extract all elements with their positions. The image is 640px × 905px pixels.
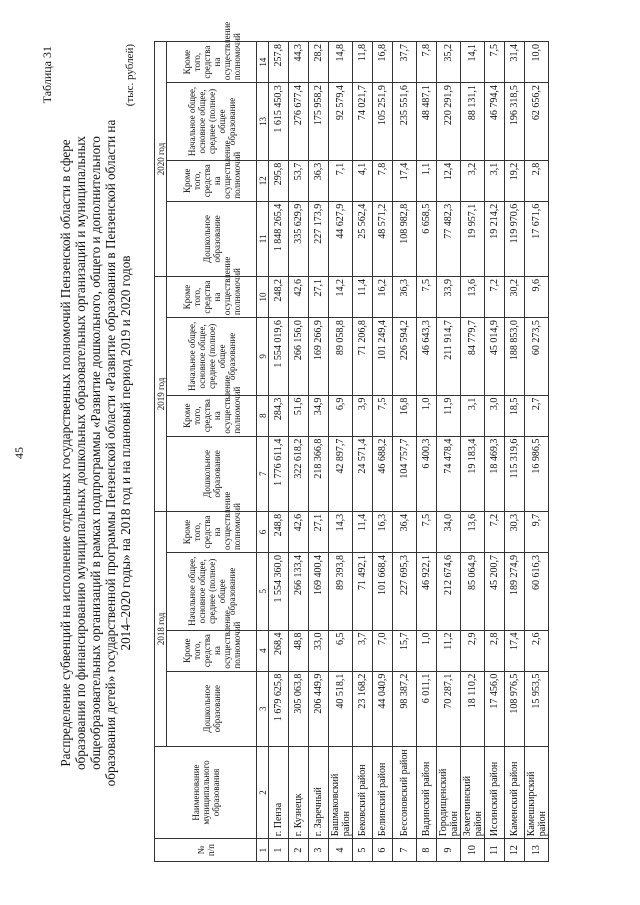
municipality-name: Земетчинский район bbox=[461, 746, 485, 838]
amount-cell: 45 200,7 bbox=[485, 553, 505, 631]
title-line: образования по финансированию муниципальных дошкольных образовательных организаций и муниципальных bbox=[73, 135, 88, 771]
row-number: 10 bbox=[461, 839, 485, 862]
table-row bbox=[353, 42, 373, 862]
amount-cell: 7,1 bbox=[329, 160, 353, 201]
amount-cell: 24 571,4 bbox=[353, 436, 373, 511]
header-general: Начальное общее, основное общее, среднее (полное) общее образование bbox=[167, 318, 257, 396]
amount-cell: 17,4 bbox=[393, 160, 417, 201]
amount-cell: 1 848 265,4 bbox=[269, 201, 289, 276]
amount-cell: 71 492,1 bbox=[353, 553, 373, 631]
amount-cell: 84 779,7 bbox=[461, 318, 485, 396]
amount-cell: 18 110,2 bbox=[461, 671, 485, 746]
municipality-name: Бековский район bbox=[353, 746, 373, 838]
amount-cell: 9,6 bbox=[525, 277, 549, 318]
header-no: № п/п bbox=[155, 839, 257, 862]
amount-cell: 3,9 bbox=[353, 395, 373, 436]
amount-cell: 17 671,6 bbox=[525, 201, 549, 276]
municipality-name: г. Заречный bbox=[309, 746, 329, 838]
header-incl: Кроме того, средства на осуществление полномочий bbox=[167, 395, 257, 436]
column-number: 7 bbox=[257, 436, 269, 511]
column-number: 12 bbox=[257, 160, 269, 201]
amount-cell: 89 393,8 bbox=[329, 553, 353, 631]
table-row bbox=[309, 42, 329, 862]
municipality-name: г. Пенза bbox=[269, 746, 289, 838]
row-number: 11 bbox=[485, 839, 505, 862]
amount-cell: 77 482,3 bbox=[437, 201, 461, 276]
amount-cell: 30,2 bbox=[505, 277, 525, 318]
header-incl: Кроме того, средства на осуществление полномочий bbox=[167, 42, 257, 83]
amount-cell: 60 616,3 bbox=[525, 553, 549, 631]
amount-cell: 62 656,2 bbox=[525, 83, 549, 161]
amount-cell: 16,8 bbox=[393, 395, 417, 436]
amount-cell: 14,1 bbox=[461, 42, 485, 83]
amount-cell: 33,9 bbox=[437, 277, 461, 318]
amount-cell: 7,5 bbox=[417, 277, 437, 318]
header-year-2018: 2018 год bbox=[155, 511, 167, 746]
table-row bbox=[505, 42, 525, 862]
amount-cell: 17,4 bbox=[505, 630, 525, 671]
header-preschool: Дошкольное образование bbox=[167, 436, 257, 511]
amount-cell: 98 387,2 bbox=[393, 671, 417, 746]
amount-cell: 27,1 bbox=[309, 511, 329, 552]
column-number: 6 bbox=[257, 511, 269, 552]
amount-cell: 33,0 bbox=[309, 630, 329, 671]
amount-cell: 7,5 bbox=[417, 511, 437, 552]
amount-cell: 36,4 bbox=[393, 511, 417, 552]
amount-cell: 36,3 bbox=[393, 277, 417, 318]
amount-cell: 11,4 bbox=[353, 277, 373, 318]
table-row bbox=[525, 42, 549, 862]
amount-cell: 6,5 bbox=[329, 630, 353, 671]
amount-cell: 175 958,2 bbox=[309, 83, 329, 161]
row-number: 2 bbox=[289, 839, 309, 862]
table-label: Таблица 31 bbox=[40, 46, 54, 104]
municipality-name: г. Кузнецк bbox=[289, 746, 309, 838]
amount-cell: 1,0 bbox=[417, 630, 437, 671]
amount-cell: 10,0 bbox=[525, 42, 549, 83]
title-line: образования детей» государственной программы Пензенской области «Развитие образования в Пензенской области на bbox=[103, 119, 118, 787]
amount-cell: 19,2 bbox=[505, 160, 525, 201]
amount-cell: 196 318,5 bbox=[505, 83, 525, 161]
table-row bbox=[461, 42, 485, 862]
header-year-2019: 2019 год bbox=[155, 277, 167, 512]
amount-cell: 16 986,5 bbox=[525, 436, 549, 511]
amount-cell: 74 478,4 bbox=[437, 436, 461, 511]
header-incl: Кроме того, средства на осуществление полномочий bbox=[167, 630, 257, 671]
amount-cell: 15,7 bbox=[393, 630, 417, 671]
row-number: 13 bbox=[525, 839, 549, 862]
column-number: 2 bbox=[257, 746, 269, 838]
amount-cell: 18,5 bbox=[505, 395, 525, 436]
table-row bbox=[373, 42, 393, 862]
municipality-name: Башмаковский район bbox=[329, 746, 353, 838]
amount-cell: 235 551,6 bbox=[393, 83, 417, 161]
amount-cell: 7,5 bbox=[373, 395, 393, 436]
amount-cell: 4,1 bbox=[353, 160, 373, 201]
amount-cell: 3,1 bbox=[485, 160, 505, 201]
amount-cell: 16,2 bbox=[373, 277, 393, 318]
column-number: 11 bbox=[257, 201, 269, 276]
title-line: Распределение субвенций на исполнение отдельных государственных полномочий Пензенской области в сфере bbox=[58, 139, 73, 767]
row-number: 7 bbox=[393, 839, 417, 862]
table-row bbox=[329, 42, 353, 862]
amount-cell: 37,7 bbox=[393, 42, 417, 83]
amount-cell: 284,3 bbox=[269, 395, 289, 436]
amount-cell: 212 674,6 bbox=[437, 553, 461, 631]
amount-cell: 227 695,3 bbox=[393, 553, 417, 631]
amount-cell: 11,9 bbox=[437, 395, 461, 436]
amount-cell: 206 449,9 bbox=[309, 671, 329, 746]
amount-cell: 268,4 bbox=[269, 630, 289, 671]
amount-cell: 1 776 611,4 bbox=[269, 436, 289, 511]
amount-cell: 7,0 bbox=[373, 630, 393, 671]
amount-cell: 2,9 bbox=[461, 630, 485, 671]
amount-cell: 53,7 bbox=[289, 160, 309, 201]
amount-cell: 40 518,1 bbox=[329, 671, 353, 746]
units-note: (тыс. рублей) bbox=[124, 44, 136, 107]
amount-cell: 101 249,4 bbox=[373, 318, 393, 396]
amount-cell: 34,9 bbox=[309, 395, 329, 436]
amount-cell: 257,8 bbox=[269, 42, 289, 83]
amount-cell: 42 897,7 bbox=[329, 436, 353, 511]
header-general: Начальное общее, основное общее, среднее (полное) общее образование bbox=[167, 83, 257, 161]
amount-cell: 48,8 bbox=[289, 630, 309, 671]
page-number: 45 bbox=[12, 447, 26, 459]
amount-cell: 48 571,2 bbox=[373, 201, 393, 276]
amount-cell: 6 011,1 bbox=[417, 671, 437, 746]
column-number: 13 bbox=[257, 83, 269, 161]
amount-cell: 7,8 bbox=[417, 42, 437, 83]
amount-cell: 31,4 bbox=[505, 42, 525, 83]
amount-cell: 104 757,7 bbox=[393, 436, 417, 511]
amount-cell: 108 982,8 bbox=[393, 201, 417, 276]
amount-cell: 88 131,1 bbox=[461, 83, 485, 161]
column-number: 3 bbox=[257, 671, 269, 746]
amount-cell: 27,1 bbox=[309, 277, 329, 318]
table-row bbox=[289, 42, 309, 862]
amount-cell: 335 629,9 bbox=[289, 201, 309, 276]
amount-cell: 14,3 bbox=[329, 511, 353, 552]
amount-cell: 1 615 450,3 bbox=[269, 83, 289, 161]
amount-cell: 46 643,3 bbox=[417, 318, 437, 396]
amount-cell: 6 658,5 bbox=[417, 201, 437, 276]
header-year-2020: 2020 год bbox=[155, 42, 167, 277]
amount-cell: 89 058,8 bbox=[329, 318, 353, 396]
amount-cell: 74 021,7 bbox=[353, 83, 373, 161]
amount-cell: 1 554 360,0 bbox=[269, 553, 289, 631]
column-number: 10 bbox=[257, 277, 269, 318]
row-number: 5 bbox=[353, 839, 373, 862]
column-number: 5 bbox=[257, 553, 269, 631]
amount-cell: 42,6 bbox=[289, 277, 309, 318]
amount-cell: 248,8 bbox=[269, 511, 289, 552]
amount-cell: 169 266,9 bbox=[309, 318, 329, 396]
row-number: 6 bbox=[373, 839, 393, 862]
amount-cell: 248,2 bbox=[269, 277, 289, 318]
amount-cell: 46 794,4 bbox=[485, 83, 505, 161]
amount-cell: 227 173,9 bbox=[309, 201, 329, 276]
municipality-name: Иссинский район bbox=[485, 746, 505, 838]
amount-cell: 6 400,3 bbox=[417, 436, 437, 511]
amount-cell: 9,7 bbox=[525, 511, 549, 552]
row-number: 12 bbox=[505, 839, 525, 862]
amount-cell: 7,5 bbox=[485, 42, 505, 83]
amount-cell: 6,9 bbox=[329, 395, 353, 436]
row-number: 1 bbox=[269, 839, 289, 862]
amount-cell: 3,7 bbox=[353, 630, 373, 671]
amount-cell: 1 554 019,6 bbox=[269, 318, 289, 396]
amount-cell: 42,6 bbox=[289, 511, 309, 552]
municipality-name: Белинский район bbox=[373, 746, 393, 838]
amount-cell: 35,2 bbox=[437, 42, 461, 83]
header-preschool: Дошкольное образование bbox=[167, 671, 257, 746]
column-number: 4 bbox=[257, 630, 269, 671]
header-incl: Кроме того, средства на осуществление полномочий bbox=[167, 277, 257, 318]
amount-cell: 211 914,7 bbox=[437, 318, 461, 396]
municipality-name: Городищенский район bbox=[437, 746, 461, 838]
amount-cell: 19 957,1 bbox=[461, 201, 485, 276]
municipality-name: Каменский район bbox=[505, 746, 525, 838]
amount-cell: 12,4 bbox=[437, 160, 461, 201]
header-incl: Кроме того, средства на осуществление полномочий bbox=[167, 160, 257, 201]
amount-cell: 14,8 bbox=[329, 42, 353, 83]
amount-cell: 305 063,8 bbox=[289, 671, 309, 746]
amount-cell: 276 677,4 bbox=[289, 83, 309, 161]
column-number: 8 bbox=[257, 395, 269, 436]
amount-cell: 44 040,9 bbox=[373, 671, 393, 746]
amount-cell: 11,2 bbox=[437, 630, 461, 671]
amount-cell: 266 133,4 bbox=[289, 553, 309, 631]
amount-cell: 30,3 bbox=[505, 511, 525, 552]
amount-cell: 15 953,5 bbox=[525, 671, 549, 746]
table-body bbox=[269, 42, 549, 862]
amount-cell: 3,0 bbox=[485, 395, 505, 436]
amount-cell: 14,2 bbox=[329, 277, 353, 318]
municipality-name: Бессоновский район bbox=[393, 746, 417, 838]
amount-cell: 45 014,9 bbox=[485, 318, 505, 396]
amount-cell: 101 668,4 bbox=[373, 553, 393, 631]
amount-cell: 1,0 bbox=[417, 395, 437, 436]
title-line: общеобразовательных организаций в рамках подпрограммы «Развитие дошкольного, общего и дополнительного bbox=[88, 136, 103, 770]
amount-cell: 189 274,9 bbox=[505, 553, 525, 631]
row-number: 9 bbox=[437, 839, 461, 862]
amount-cell: 188 853,0 bbox=[505, 318, 525, 396]
amount-cell: 11,8 bbox=[353, 42, 373, 83]
amount-cell: 34,0 bbox=[437, 511, 461, 552]
amount-cell: 220 291,9 bbox=[437, 83, 461, 161]
amount-cell: 23 168,2 bbox=[353, 671, 373, 746]
amount-cell: 2,8 bbox=[485, 630, 505, 671]
amount-cell: 13,6 bbox=[461, 277, 485, 318]
header-preschool: Дошкольное образование bbox=[167, 201, 257, 276]
header-general: Начальное общее, основное общее, среднее (полное) общее образование bbox=[167, 553, 257, 631]
amount-cell: 18 469,3 bbox=[485, 436, 505, 511]
column-number: 9 bbox=[257, 318, 269, 396]
subvention-table bbox=[154, 21, 549, 862]
table-row bbox=[485, 42, 505, 862]
amount-cell: 71 206,8 bbox=[353, 318, 373, 396]
amount-cell: 105 251,9 bbox=[373, 83, 393, 161]
amount-cell: 226 594,2 bbox=[393, 318, 417, 396]
municipality-name: Камешкирский район bbox=[525, 746, 549, 838]
table-row bbox=[393, 42, 417, 862]
amount-cell: 28,2 bbox=[309, 42, 329, 83]
amount-cell: 7,2 bbox=[485, 511, 505, 552]
amount-cell: 48 487,1 bbox=[417, 83, 437, 161]
amount-cell: 85 064,9 bbox=[461, 553, 485, 631]
row-number: 4 bbox=[329, 839, 353, 862]
amount-cell: 16,3 bbox=[373, 511, 393, 552]
row-number: 8 bbox=[417, 839, 437, 862]
amount-cell: 2,8 bbox=[525, 160, 549, 201]
municipality-name: Вадинский район bbox=[417, 746, 437, 838]
column-number: 14 bbox=[257, 42, 269, 83]
amount-cell: 1 679 625,8 bbox=[269, 671, 289, 746]
amount-cell: 1,1 bbox=[417, 160, 437, 201]
amount-cell: 46 688,2 bbox=[373, 436, 393, 511]
amount-cell: 60 273,5 bbox=[525, 318, 549, 396]
row-number: 3 bbox=[309, 839, 329, 862]
amount-cell: 169 400,4 bbox=[309, 553, 329, 631]
amount-cell: 51,6 bbox=[289, 395, 309, 436]
amount-cell: 7,8 bbox=[373, 160, 393, 201]
header-name: Наименование муниципального образования bbox=[155, 746, 257, 838]
amount-cell: 46 922,1 bbox=[417, 553, 437, 631]
document-title bbox=[58, 63, 133, 843]
amount-cell: 19 214,2 bbox=[485, 201, 505, 276]
amount-cell: 44,3 bbox=[289, 42, 309, 83]
amount-cell: 3,2 bbox=[461, 160, 485, 201]
amount-cell: 16,8 bbox=[373, 42, 393, 83]
table-row bbox=[437, 42, 461, 862]
amount-cell: 218 366,8 bbox=[309, 436, 329, 511]
column-number-row bbox=[257, 42, 269, 862]
amount-cell: 295,8 bbox=[269, 160, 289, 201]
amount-cell: 2,7 bbox=[525, 395, 549, 436]
amount-cell: 25 562,4 bbox=[353, 201, 373, 276]
amount-cell: 36,3 bbox=[309, 160, 329, 201]
amount-cell: 119 970,6 bbox=[505, 201, 525, 276]
amount-cell: 13,6 bbox=[461, 511, 485, 552]
title-line: 2014–2020 годы» на 2018 год и на плановый период 2019 и 2020 годов bbox=[118, 255, 133, 651]
table-row bbox=[417, 42, 437, 862]
amount-cell: 70 287,1 bbox=[437, 671, 461, 746]
table-row bbox=[269, 42, 289, 862]
amount-cell: 7,2 bbox=[485, 277, 505, 318]
amount-cell: 2,6 bbox=[525, 630, 549, 671]
amount-cell: 322 618,2 bbox=[289, 436, 309, 511]
column-number: 1 bbox=[257, 839, 269, 862]
amount-cell: 44 627,9 bbox=[329, 201, 353, 276]
amount-cell: 11,4 bbox=[353, 511, 373, 552]
amount-cell: 92 579,4 bbox=[329, 83, 353, 161]
amount-cell: 17 456,0 bbox=[485, 671, 505, 746]
amount-cell: 3,1 bbox=[461, 395, 485, 436]
amount-cell: 19 183,4 bbox=[461, 436, 485, 511]
amount-cell: 115 319,6 bbox=[505, 436, 525, 511]
header-incl: Кроме того, средства на осуществление полномочий bbox=[167, 511, 257, 552]
amount-cell: 266 156,0 bbox=[289, 318, 309, 396]
amount-cell: 108 976,5 bbox=[505, 671, 525, 746]
